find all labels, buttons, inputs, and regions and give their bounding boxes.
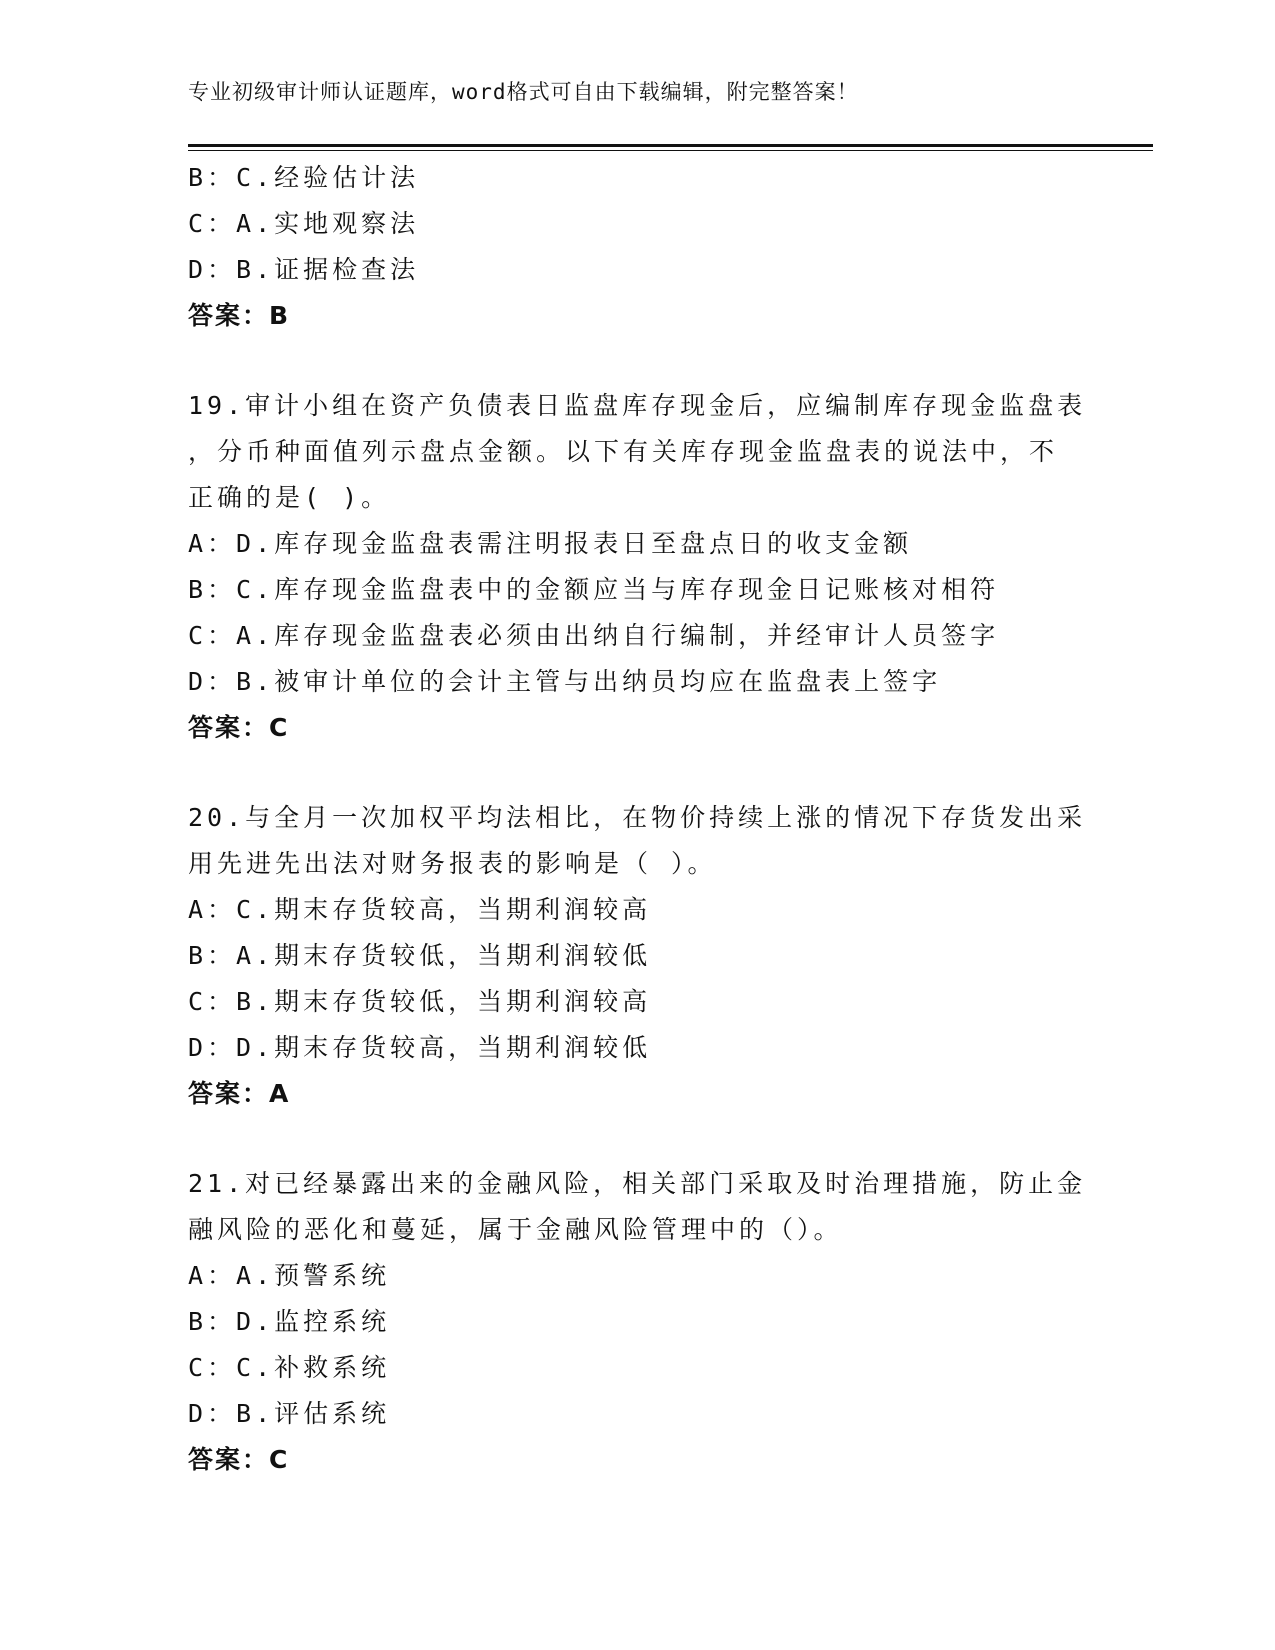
question-20: [188, 795, 1088, 1117]
question-stem: 20.与全月一次加权平均法相比，在物价持续上涨的情况下存货发出采: [188, 803, 1087, 832]
option-c: C：B.期末存货较低，当期利润较高: [188, 987, 652, 1016]
option-d: D：B.评估系统: [188, 1399, 391, 1428]
option-c: C：A.库存现金监盘表必须由出纳自行编制，并经审计人员签字: [188, 621, 1000, 650]
option-c: C：C.补救系统: [188, 1353, 391, 1382]
option-b: B：D.监控系统: [188, 1307, 391, 1336]
answer-line: 答案：C: [188, 713, 290, 742]
question-stem: ，分币种面值列示盘点金额。以下有关库存现金监盘表的说法中，不: [188, 437, 1059, 466]
question-19: [188, 383, 1088, 751]
question-stem: 19.审计小组在资产负债表日监盘库存现金后，应编制库存现金监盘表: [188, 391, 1087, 420]
question-21: [188, 1161, 1088, 1483]
option-b: B：A.期末存货较低，当期利润较低: [188, 941, 652, 970]
question-stem: 融风险的恶化和蔓延，属于金融风险管理中的（）。: [188, 1215, 843, 1244]
option-a: A：A.预警系统: [188, 1261, 391, 1290]
answer-line: 答案：C: [188, 1445, 290, 1474]
option-d: D：B.被审计单位的会计主管与出纳员均应在监盘表上签字: [188, 667, 942, 696]
continued-question: [188, 155, 1088, 339]
question-list: [188, 155, 1088, 1483]
header-divider-thin: [188, 150, 1153, 151]
question-stem: 正确的是( )。: [188, 483, 391, 512]
header-divider: [188, 144, 1153, 147]
question-stem: 用先进先出法对财务报表的影响是（ ）。: [188, 849, 717, 878]
question-stem: 21.对已经暴露出来的金融风险，相关部门采取及时治理措施，防止金: [188, 1169, 1087, 1198]
option-d: D：B.证据检查法: [188, 255, 420, 284]
option-a: A：D.库存现金监盘表需注明报表日至盘点日的收支金额: [188, 529, 913, 558]
answer-line: 答案：A: [188, 1079, 291, 1108]
option-a: A：C.期末存货较高，当期利润较高: [188, 895, 652, 924]
answer-line: 答案：B: [188, 301, 291, 330]
page-header: 专业初级审计师认证题库，word格式可自由下载编辑，附完整答案！: [188, 80, 859, 104]
option-b: B：C.经验估计法: [188, 163, 420, 192]
option-b: B：C.库存现金监盘表中的金额应当与库存现金日记账核对相符: [188, 575, 1000, 604]
option-c: C：A.实地观察法: [188, 209, 420, 238]
option-d: D：D.期末存货较高，当期利润较低: [188, 1033, 652, 1062]
